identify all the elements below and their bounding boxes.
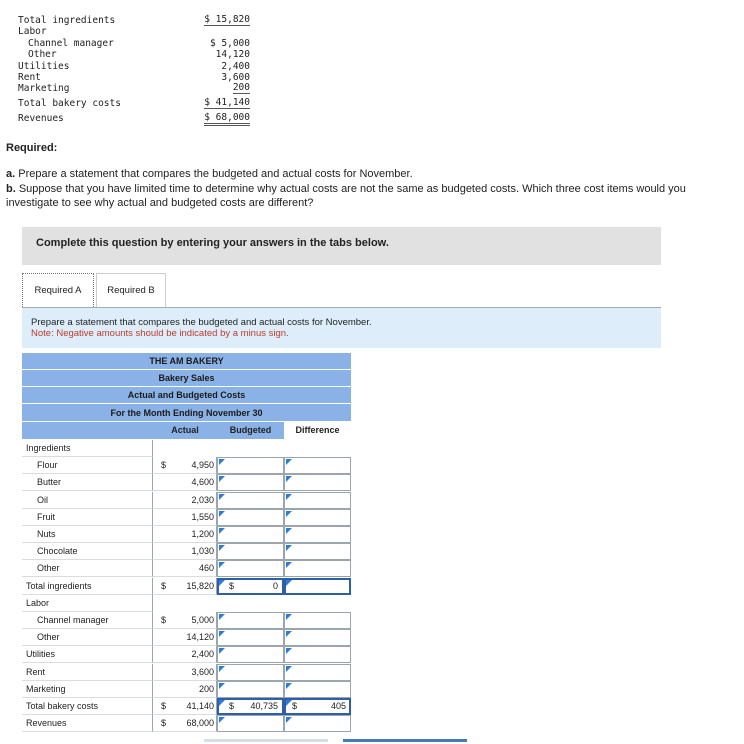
statement-row-label: Other xyxy=(37,632,60,642)
budgeted-value: 0 xyxy=(272,581,278,591)
statement-period: For the Month Ending November 30 xyxy=(22,404,351,422)
difference-value: 405 xyxy=(330,701,346,711)
budgeted-input[interactable] xyxy=(217,560,284,577)
budgeted-input-marker xyxy=(219,648,225,654)
budgeted-input-marker xyxy=(219,700,225,706)
budget-row-value: $ 68,000 xyxy=(204,113,250,126)
budgeted-input-marker xyxy=(219,494,225,500)
statement-row-label: Revenues xyxy=(26,718,67,728)
budgeted-input-marker xyxy=(219,614,225,620)
budget-row xyxy=(18,38,250,49)
statement-subtitle: Actual and Budgeted Costs xyxy=(22,387,351,404)
budget-row-label: Rent xyxy=(18,71,41,83)
difference-input[interactable] xyxy=(284,474,351,491)
actual-value: 200 xyxy=(198,684,214,694)
statement-company: THE AM BAKERY xyxy=(22,353,351,370)
budgeted-dollar-sign: $ xyxy=(229,581,235,591)
budget-row xyxy=(18,61,250,72)
budget-row-label: Other xyxy=(28,49,57,61)
difference-input[interactable] xyxy=(284,526,351,543)
difference-input[interactable] xyxy=(284,492,351,509)
budget-row-label: Total ingredients xyxy=(18,15,116,26)
budgeted-input[interactable] xyxy=(217,457,284,474)
budget-row-value: 2,400 xyxy=(221,60,250,72)
header-label-blank xyxy=(22,422,153,439)
budget-row xyxy=(18,26,250,37)
difference-input-marker xyxy=(286,580,292,586)
statement-row-label: Ingredients xyxy=(26,443,71,453)
budgeted-input[interactable] xyxy=(217,543,284,560)
actual-value: 4,600 xyxy=(191,477,214,487)
budget-row-value: $ 5,000 xyxy=(209,37,250,49)
actual-value: 14,120 xyxy=(186,632,214,642)
instructions-text: Prepare a statement that compares the budgeted and actual costs for November. xyxy=(31,317,372,328)
statement-row-label: Channel manager xyxy=(37,615,109,625)
instruction-banner: Complete this question by entering your answers in the tabs below. xyxy=(22,227,661,265)
instructions-panel xyxy=(22,308,661,348)
budgeted-input-marker xyxy=(219,528,225,534)
budget-row-label: Total bakery costs xyxy=(18,98,121,110)
statement-division: Bakery Sales xyxy=(22,370,351,387)
actual-value: 1,200 xyxy=(191,529,214,539)
difference-input-marker xyxy=(286,717,292,723)
budgeted-input[interactable] xyxy=(217,526,284,543)
statement-row-label: Nuts xyxy=(37,529,56,539)
budget-row-value: 200 xyxy=(232,82,250,94)
budget-row xyxy=(18,15,250,26)
statement-row-label: Fruit xyxy=(37,512,55,522)
budgeted-input[interactable] xyxy=(217,681,284,698)
statement-row-label: Flour xyxy=(37,460,58,470)
budgeted-input-marker xyxy=(219,683,225,689)
difference-input-marker xyxy=(286,683,292,689)
column-actual: Actual xyxy=(153,422,217,439)
budget-row-label: Utilities xyxy=(18,60,70,72)
difference-input-marker xyxy=(286,666,292,672)
budget-row-label: Channel manager xyxy=(28,37,114,49)
statement-row-label: Other xyxy=(37,563,60,573)
difference-input[interactable] xyxy=(284,715,351,732)
budget-row-label: Revenues xyxy=(18,113,64,125)
actual-dollar-sign: $ xyxy=(161,460,167,470)
budgeted-input[interactable] xyxy=(217,629,284,646)
budget-row-value: $ 15,820 xyxy=(204,14,250,25)
actual-value: 2,400 xyxy=(191,649,214,659)
tab-required-a[interactable]: Required A xyxy=(22,273,94,307)
budgeted-input[interactable] xyxy=(217,646,284,663)
required-b-text: b. Suppose that you have limited time to determine why actual costs are not the same as budgeted costs. Which three cost items would you investigate to see why actual and budgeted costs are different? xyxy=(6,183,686,209)
scrollbar-thumb[interactable] xyxy=(343,739,467,742)
actual-value: 3,600 xyxy=(191,667,214,677)
actual-dollar-sign: $ xyxy=(161,701,167,711)
statement-row-label: Total bakery costs xyxy=(26,701,99,711)
actual-value: 4,950 xyxy=(191,460,214,470)
difference-input-marker xyxy=(286,476,292,482)
column-budgeted: Budgeted xyxy=(217,422,284,439)
difference-input-marker xyxy=(286,631,292,637)
difference-input[interactable] xyxy=(284,578,351,595)
budget-row xyxy=(18,49,250,60)
budgeted-input-marker xyxy=(219,511,225,517)
budget-summary xyxy=(18,15,250,125)
budgeted-input[interactable] xyxy=(217,474,284,491)
budgeted-input-marker xyxy=(219,459,225,465)
scrollbar-track[interactable] xyxy=(204,739,328,742)
statement-row-label: Oil xyxy=(37,495,48,505)
budget-row-label: Marketing xyxy=(18,83,70,95)
budgeted-input-marker xyxy=(219,631,225,637)
budget-row xyxy=(18,113,250,124)
difference-input-marker xyxy=(286,494,292,500)
statement-row-label: Chocolate xyxy=(37,546,78,556)
actual-dollar-sign: $ xyxy=(161,615,167,625)
budget-row-value: 14,120 xyxy=(215,49,250,61)
difference-input[interactable] xyxy=(284,646,351,663)
actual-value: 41,140 xyxy=(186,701,214,711)
difference-input-marker xyxy=(286,562,292,568)
difference-input[interactable] xyxy=(284,612,351,629)
actual-value: 2,030 xyxy=(191,495,214,505)
column-difference: Difference xyxy=(284,422,351,439)
difference-input[interactable] xyxy=(284,509,351,526)
budget-row xyxy=(18,98,250,109)
difference-input[interactable] xyxy=(284,560,351,577)
budgeted-input[interactable] xyxy=(217,492,284,509)
budgeted-input[interactable] xyxy=(217,715,284,732)
budgeted-dollar-sign: $ xyxy=(229,701,235,711)
budgeted-input-marker xyxy=(219,476,225,482)
actual-value: 5,000 xyxy=(191,615,214,625)
budgeted-input-marker xyxy=(219,717,225,723)
difference-input-marker xyxy=(286,648,292,654)
budgeted-input[interactable] xyxy=(217,664,284,681)
budgeted-value: 40,735 xyxy=(250,701,278,711)
statement-row-label: Marketing xyxy=(26,684,66,694)
actual-value: 68,000 xyxy=(186,718,214,728)
actual-dollar-sign: $ xyxy=(161,581,167,591)
difference-input[interactable] xyxy=(284,664,351,681)
actual-dollar-sign: $ xyxy=(161,718,167,728)
actual-value: 15,820 xyxy=(186,581,214,591)
budget-row xyxy=(18,83,250,94)
difference-input-marker xyxy=(286,511,292,517)
difference-input[interactable] xyxy=(284,629,351,646)
difference-input[interactable] xyxy=(284,543,351,560)
budgeted-input-marker xyxy=(219,580,225,586)
budget-row-value: $ 41,140 xyxy=(204,97,250,109)
difference-input-marker xyxy=(286,528,292,534)
statement-row-label: Labor xyxy=(26,598,50,608)
required-heading: Required: xyxy=(6,142,58,154)
negative-amount-note: Note: Negative amounts should be indicated by a minus sign. xyxy=(31,328,289,339)
required-a-text: a. Prepare a statement that compares the budgeted and actual costs for November. xyxy=(6,168,413,180)
budgeted-input-marker xyxy=(219,562,225,568)
tab-required-b[interactable]: Required B xyxy=(96,273,166,307)
difference-input[interactable] xyxy=(284,457,351,474)
budget-row-label: Labor xyxy=(18,26,47,38)
difference-input[interactable] xyxy=(284,681,351,698)
difference-input-marker xyxy=(286,614,292,620)
statement-row-label: Rent xyxy=(26,667,46,677)
statement-row-label: Utilities xyxy=(26,649,56,659)
difference-input-marker xyxy=(286,459,292,465)
budget-row-value: 3,600 xyxy=(221,71,250,83)
budgeted-input-marker xyxy=(219,545,225,551)
statement-row-label: Total ingredients xyxy=(26,581,92,591)
difference-input-marker xyxy=(286,545,292,551)
budgeted-input-marker xyxy=(219,666,225,672)
actual-value: 460 xyxy=(198,563,214,573)
actual-value: 1,550 xyxy=(191,512,214,522)
difference-dollar-sign: $ xyxy=(292,701,298,711)
budgeted-input[interactable] xyxy=(217,509,284,526)
budget-row xyxy=(18,72,250,83)
budgeted-input[interactable] xyxy=(217,612,284,629)
statement-row-label: Butter xyxy=(37,477,62,487)
actual-value: 1,030 xyxy=(191,546,214,556)
